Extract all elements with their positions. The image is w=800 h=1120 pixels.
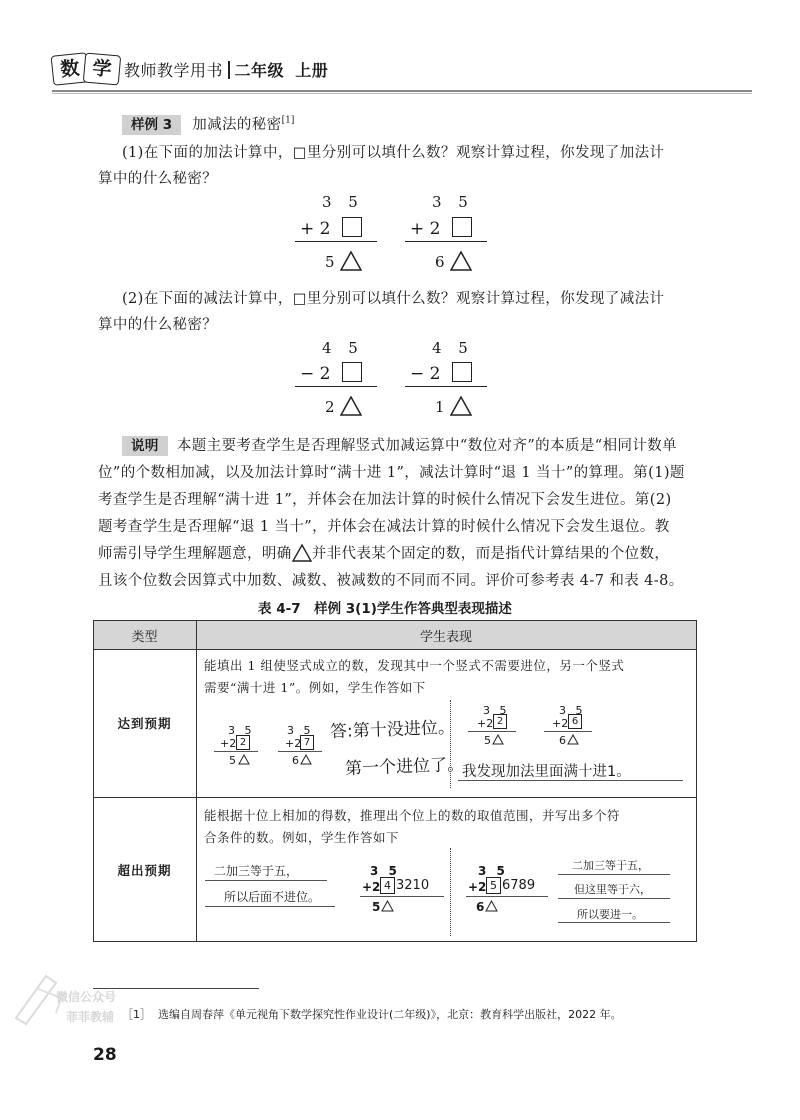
row2-desc-line-2: 合条件的数。例如，学生作答如下 [204,830,400,845]
answer-box [452,362,472,382]
row-type-exceeds: 超出预期 [117,863,172,878]
column-header-performance: 学生表现 [419,630,472,645]
handwritten-answer: 二加三等于五， [214,864,299,878]
subject-logo [52,54,122,82]
row-type-meets: 达到预期 [117,716,172,731]
logo-char-1: 数 [51,52,90,86]
page-number: 28 [93,1045,117,1065]
triangle-icon [292,544,312,562]
grade: 二年级 [234,61,285,80]
explanation-line-4: 题考查学生是否理解“退 1 当十”，并体会在减法计算的时候什么情况下会发生退位。教 [98,519,670,535]
handwritten-answer: 我发现加法里面满十进1。 [462,764,631,780]
handwritten-answer: 但这里等于六， [574,883,651,896]
header-rule [52,90,752,92]
question-2-line-1: (2)在下面的减法计算中，□里分别可以填什么数？观察计算过程，你发现了减法计 [122,291,665,307]
footnote-ref: [1] [281,115,295,126]
example-label: 样例 3 [122,115,181,135]
column-header-type: 类型 [131,630,158,645]
handwritten-answer: 第一个进位了。 [344,754,465,780]
answer-box [342,217,362,237]
triangle-icon [340,251,362,271]
table-caption: 表 4-7 样例 3(1)学生作答典型表现描述 [258,601,512,617]
question-1-line-1: (1)在下面的加法计算中，□里分别可以填什么数？观察计算过程，你发现了加法计 [122,145,665,161]
answer-box [342,362,362,382]
explanation-line-2: 位”的个数相加减，以及加法计算时“满十进 1”，减法计算时“退 1 当十”的算理。第(1)题 [98,465,685,481]
example-title: 加减法的秘密 [192,117,282,133]
triangle-icon [450,251,472,271]
question-1-line-2: 算中的什么秘密？ [98,171,218,187]
book-title: 教师教学用书 [124,61,224,80]
handwritten-answer: 所以要进一。 [577,908,643,921]
explanation-line-3: 考查学生是否理解“满十进 1”，并体会在加法计算的时候什么情况下会发生进位。第(2) [98,492,672,508]
running-header [124,58,328,81]
handwritten-answer: 二加三等于五， [572,859,649,872]
explanation-line-1: 说明 本题主要考查学生是否理解竖式加减运算中“数位对齐”的本质是“相同计数单 [122,433,677,460]
explanation-line-5: 师需引导学生理解题意，明确 并非代表某个固定的数，而是指代计算结果的个位数， [98,546,670,562]
question-2-line-2: 算中的什么秘密？ [98,317,218,333]
logo-char-2: 学 [83,52,121,85]
example-heading [122,112,294,139]
footnote: ［1］ 选编自周春萍《单元视角下数学探究性作业设计(二年级)》，北京：教育科学出版社，2022 年。 [122,1008,622,1021]
triangle-icon [450,396,472,416]
explanation-label: 说明 [122,436,168,456]
triangle-icon [340,396,362,416]
row2-desc-line-1: 能根据十位上相加的得数，推理出个位上的数的取值范围，并写出多个符 [204,808,621,823]
volume: 上册 [295,61,329,80]
answer-box [452,217,472,237]
handwritten-answer: 答:第十没进位。 [329,717,456,743]
row1-desc-line-1: 能填出 1 组使竖式成立的数，发现其中一个竖式不需要进位，另一个竖式 [204,658,625,673]
handwritten-answer: 所以后面不进位。 [224,890,321,904]
footnote-rule [93,988,259,989]
row1-desc-line-2: 需要“满十进 1”。例如，学生作答如下 [204,680,426,695]
explanation-line-6: 且该个位数会因算式中加数、减数、被减数的不同而不同。评价可参考表 4-7 和表 4-8。 [98,573,684,589]
watermark: 微信公众号 菲菲教辅 [0,968,140,1048]
